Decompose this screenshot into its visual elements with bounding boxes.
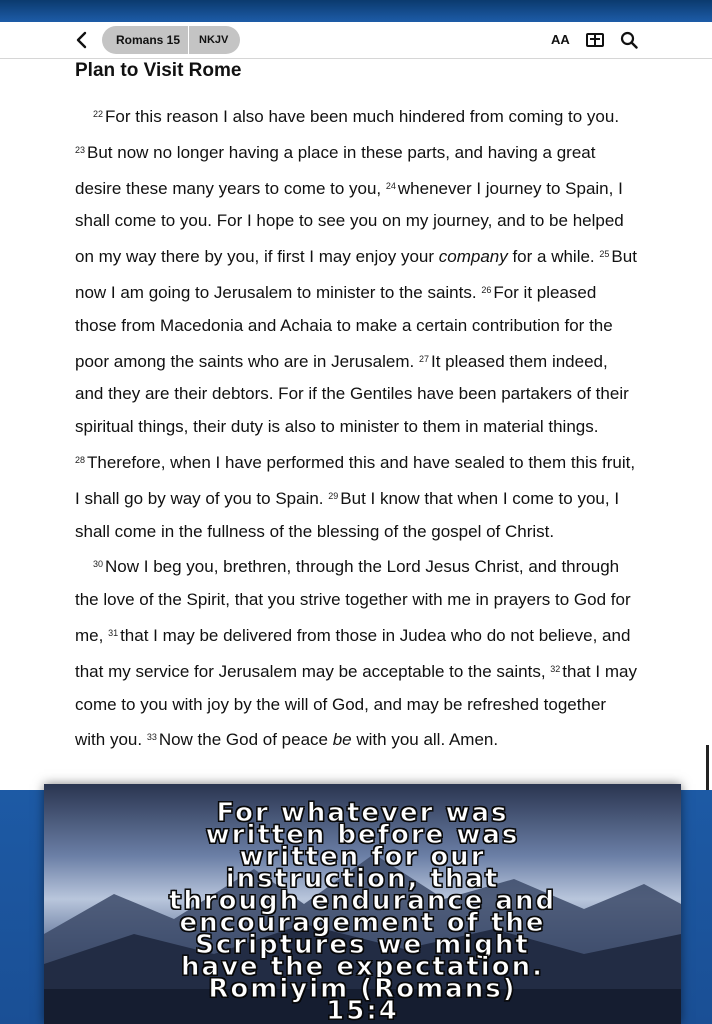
verse-text: Therefore, when I have performed this and have sealed to them this fruit, I shall go by way of you to Spain. (75, 452, 636, 508)
paragraph-1 (75, 98, 640, 548)
verse-text: that I may be delivered from those in Judea who do not believe, and that my service for Jerusalem may be acceptable to the saints, (75, 625, 631, 681)
verse-number: 31 (108, 627, 119, 638)
verse-number: 26 (481, 284, 492, 295)
verse-31[interactable] (75, 626, 630, 681)
verse-number: 27 (418, 353, 429, 364)
search-button[interactable] (620, 31, 638, 49)
verse-text: with you all. Amen. (351, 730, 499, 750)
version-selector[interactable]: NKJV (199, 34, 229, 46)
reference-pill (102, 26, 240, 54)
verse-card-text: For whatever was written before was written for our instruction, that through endurance and encouragement of the Scriptures we might have the expectation. Romiyim (Romans) 15:4 (168, 798, 557, 1024)
section-heading: Plan to Visit Rome (75, 60, 242, 81)
scripture-passage (75, 98, 640, 757)
verse-22[interactable] (93, 107, 619, 126)
verse-number: 24 (385, 180, 396, 191)
verse-text: for a while. (507, 247, 600, 267)
verse-text: For it pleased those from Macedonia and Achaia to make a certain contribution for the poor among the saints who are in Jerusalem. (75, 282, 613, 371)
verse-text: Now the God of peace (158, 730, 333, 750)
chevron-left-icon (72, 29, 92, 51)
text-size-icon: AA (551, 32, 570, 47)
text-size-button[interactable] (551, 28, 570, 52)
verse-text: that I may come to you with joy by the will of God, and may be refreshed together with you. (75, 661, 637, 750)
search-icon (620, 31, 638, 49)
verse-text: It pleased them indeed, and they are their debtors. For if the Gentiles have been partakers of their spiritual things, their duty is also to minister to them in material things. (75, 351, 629, 437)
verse-number: 29 (328, 490, 339, 501)
verse-number: 23 (75, 144, 86, 155)
verse-text: But now I am going to Jerusalem to minister to the saints. (75, 247, 637, 302)
verse-text: But I know that when I come to you, I shall come in the fullness of the blessing of the gospel of Christ. (75, 488, 620, 541)
verse-number: 28 (75, 454, 86, 465)
verse-image-card (44, 784, 681, 1024)
verse-number: 33 (146, 732, 157, 743)
verse-text: Now I beg you, brethren, through the Lord Jesus Christ, and through the love of the Spirit, that you strive together with me in prayers to God for me, (75, 557, 631, 645)
verse-number: 22 (93, 109, 104, 119)
italic-word: company (438, 247, 508, 267)
verse-number: 25 (599, 249, 610, 260)
paragraph-2 (75, 548, 640, 757)
scrollbar[interactable] (706, 745, 709, 791)
book-icon[interactable] (586, 33, 604, 47)
verse-text: But now no longer having a place in these parts, and having a great desire these many years to come to you, (75, 142, 596, 198)
verse-number: 32 (550, 663, 561, 674)
status-bar-band (0, 0, 712, 22)
verse-33[interactable] (147, 730, 498, 749)
verse-text: For this reason I also have been much hindered from coming to you. (105, 107, 620, 126)
reader-toolbar (0, 22, 712, 59)
verse-text: whenever I journey to Spain, I shall come to you. For I hope to see you on my journey, and to be helped on my way there by you, if first I may enjoy your (75, 178, 624, 267)
verse-number: 30 (93, 559, 104, 570)
italic-word: be (332, 730, 352, 750)
back-button[interactable] (72, 29, 92, 51)
book-chapter-selector[interactable]: Romans 15 (116, 33, 181, 47)
